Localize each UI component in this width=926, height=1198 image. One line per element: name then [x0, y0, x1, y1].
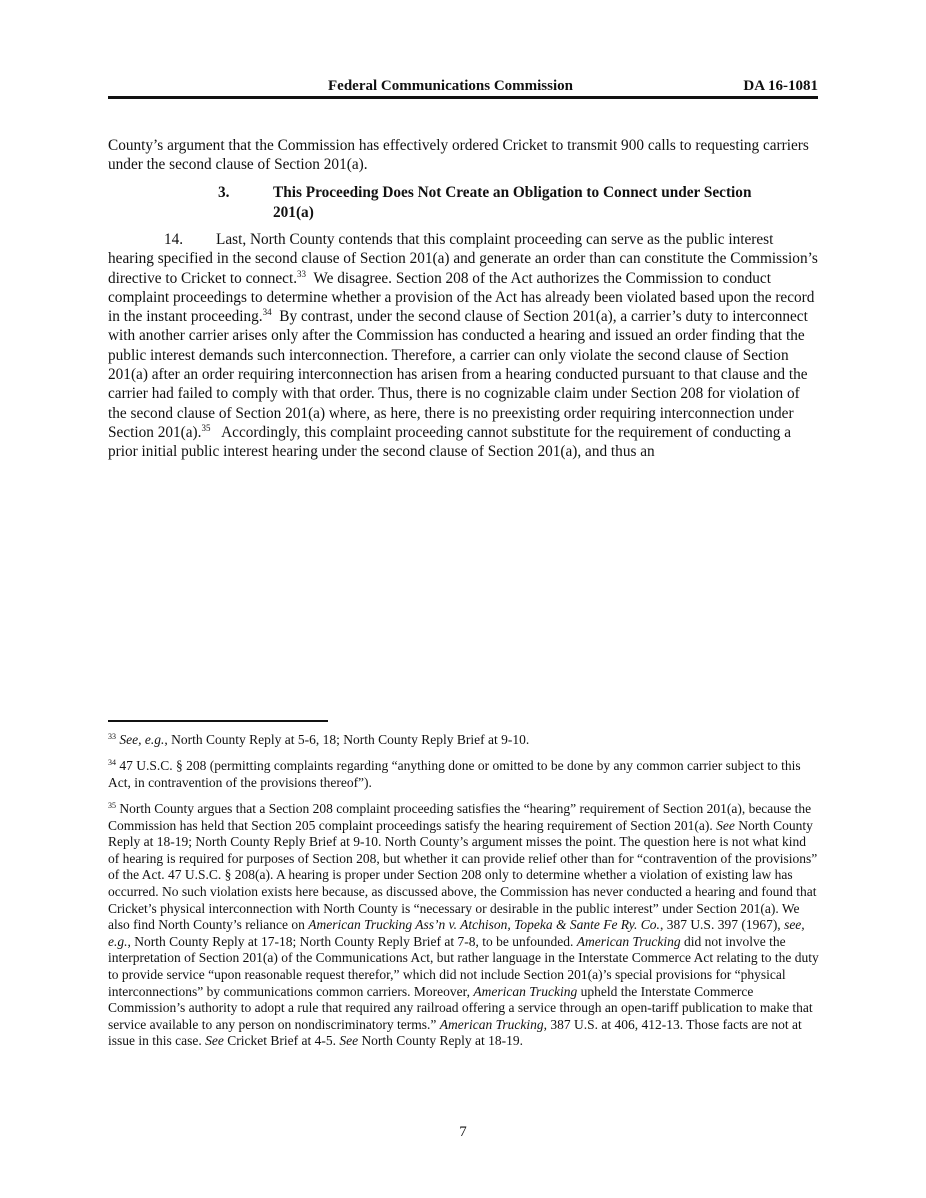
- footnote-signal: See: [339, 1033, 359, 1049]
- footnote-text: , 387 U.S. 397 (1967),: [659, 917, 785, 933]
- page-number: 7: [459, 1124, 467, 1140]
- section-title: This Proceeding Does Not Create an Obligation to Connect under Section 201(a): [273, 184, 752, 221]
- paragraph-number: 14.: [164, 231, 184, 248]
- footnote-text: Cricket Brief at 4-5.: [223, 1033, 340, 1049]
- footnote-separator: [108, 720, 328, 722]
- footnote-signal: see, e.g.: [108, 917, 805, 949]
- footnote-number: 35: [108, 801, 116, 810]
- footnote-ref-35[interactable]: 35: [201, 422, 211, 433]
- footnote-text: North County Reply at 18-19.: [358, 1033, 524, 1049]
- section-heading: [218, 183, 778, 223]
- footnote-number: 34: [108, 758, 116, 767]
- footnote-35: [108, 801, 820, 1050]
- paragraph-text: Last, North County contends that this complaint proceeding can serve as the public interest hearing specified in the second clause of Section 201(a) and generate an order than can constitute the Commission’s directive to Cricket to connect.: [108, 231, 818, 287]
- footnote-signal: See: [716, 817, 735, 833]
- footnote-text: , 387 U.S. at 406, 412-13. Those facts are not at issue in this case.: [108, 1016, 802, 1049]
- footnote-text: North County argues that a Section 208 complaint proceeding satisfies the “hearing” requirement of Section 201(a), because the Commission has held that Section 205 complaint proceedings satisfy the hearing requirement of Section 201(a).: [108, 801, 812, 833]
- case-short-name: American Trucking: [439, 1016, 544, 1032]
- footnote-33: [108, 732, 820, 749]
- footnote-text: , North County Reply at 5-6, 18; North County Reply Brief at 9-10.: [164, 732, 530, 747]
- section-number: 3.: [218, 184, 230, 201]
- page-header: [108, 78, 818, 98]
- header-agency: Federal Communications Commission: [328, 78, 573, 94]
- case-citation: American Trucking Ass’n v. Atchison, Topeka & Sante Fe Ry. Co.: [308, 917, 660, 933]
- footnote-signal: See, e.g.: [119, 732, 165, 747]
- footnote-text: 47 U.S.C. § 208 (permitting complaints regarding “anything done or omitted to be done by any common carrier subject to this Act, in contravention of the provisions thereof”).: [108, 758, 801, 790]
- footnote-34: [108, 758, 820, 791]
- continuation-paragraph: County’s argument that the Commission has effectively ordered Cricket to transmit 900 calls to requesting carriers under the second clause of Section 201(a).: [108, 137, 809, 174]
- footnote-text: North County Reply at 18-19; North County Reply Brief at 9-10. North County’s argument misses the point. The question here is not what kind of hearing is required for purposes of Section 208, but whether it can provide relief other than for “contravention of the provisions” of the Act. 47 U.S.C. § 208(a). A hearing is proper under Section 208 only to determine whether a violation of existing law has occurred. No such violation exists here because, as discussed above, the Commission has never conducted a hearing and found that Cricket’s physical interconnection with North County is “necessary or desirable in the public interest” under Section 201(a). We also find North County’s reliance on: [108, 817, 818, 933]
- footnote-signal: See: [205, 1033, 224, 1049]
- footnote-number: 33: [108, 732, 116, 741]
- footnote-ref-34[interactable]: 34: [262, 307, 272, 318]
- footnote-ref-33[interactable]: 33: [297, 268, 307, 279]
- paragraph-text: We disagree. Section 208 of the Act authorizes the Commission to conduct complaint proceedings to determine whether a provision of the Act has already been violated based upon the record in the instant proceeding.: [108, 269, 815, 326]
- paragraph-text: By contrast, under the second clause of Section 201(a), a carrier’s duty to interconnect with another carrier arises only after the Commission has conducted a hearing and issued an order finding that the public interest demands such interconnection. Therefore, a carrier can only violate the second clause of Section 201(a) after an order requiring interconnection has arisen from a hearing conducted pursuant to that clause and the carrier had failed to comply with that order. Thus, there is no cognizable claim under Section 208 for violation of the second clause of Section 201(a) where, as here, there is no preexisting order requiring interconnection under Section 201(a).: [108, 308, 808, 441]
- case-short-name: American Trucking: [473, 983, 578, 999]
- footnote-text: upheld the Interstate Commerce Commission’s authority to adopt a rule that required any railroad offering a service through an open-tariff publication to make that service available to any person on nondiscriminatory terms.”: [108, 983, 813, 1032]
- paragraph-text: Accordingly, this complaint proceeding cannot substitute for the requirement of conducting a prior initial public interest hearing under the second clause of Section 201(a), and thus an: [108, 423, 792, 461]
- footnote-text: , North County Reply at 17-18; North County Reply Brief at 7-8, to be unfounded.: [127, 933, 577, 949]
- case-short-name: American Trucking: [576, 933, 681, 949]
- header-rule: [108, 96, 818, 99]
- header-doc-number: DA 16-1081: [743, 78, 818, 94]
- footnote-text: did not involve the interpretation of Section 201(a) of the Communications Act, but rather language in the Interstate Commerce Act relating to the duty to provide service “upon reasonable request therefor,” which did not include Section 201(a)’s special provisions for “physical interconnections” by communications common carriers. Moreover,: [108, 933, 819, 999]
- paragraph-14: [108, 230, 820, 462]
